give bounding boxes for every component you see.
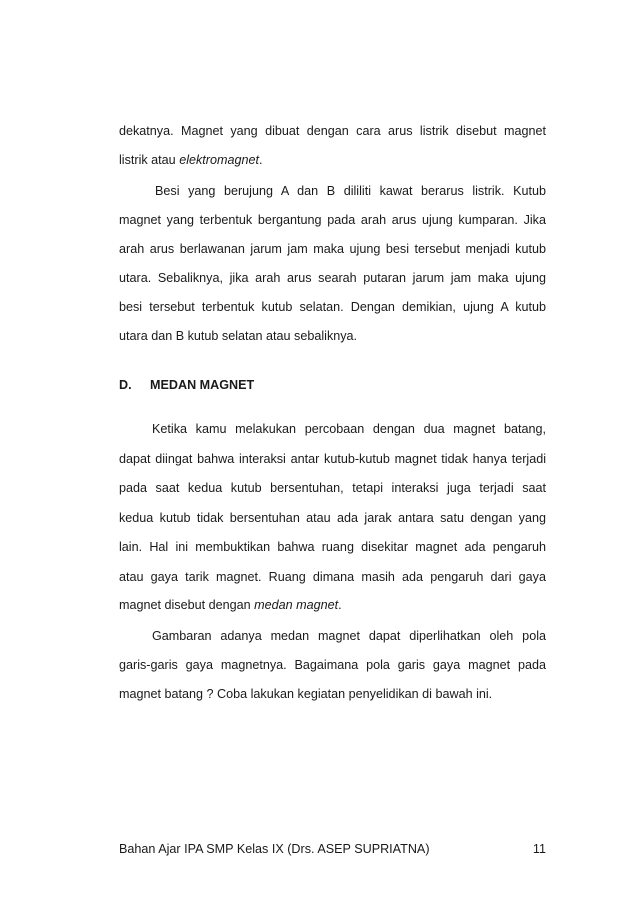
text-run: magnet disebut dengan xyxy=(119,598,255,612)
paragraph-3-line-3: pada saat kedua kutub bersentuhan, tetapi interaksi juga terjadi saat xyxy=(119,481,546,495)
paragraph-3-line-6: atau gaya tarik magnet. Ruang dimana masih ada pengaruh dari gaya xyxy=(119,570,546,584)
text-run: listrik atau xyxy=(119,153,180,167)
paragraph-2-line-6: utara dan B kutub selatan atau sebaliknya. xyxy=(119,329,358,343)
paragraph-4-line-2: garis-garis gaya magnetnya. Bagaimana pola garis gaya magnet pada xyxy=(119,658,546,672)
paragraph-3-line-5: lain. Hal ini membuktikan bahwa ruang disekitar magnet ada pengaruh xyxy=(119,540,546,554)
section-heading xyxy=(119,378,254,392)
paragraph-3-line-7 xyxy=(119,597,546,613)
paragraph-4-line-3: magnet batang ? Coba lakukan kegiatan penyelidikan di bawah ini. xyxy=(119,687,493,701)
paragraph-2-line-2: magnet yang terbentuk bergantung pada arah arus ujung kumparan. Jika xyxy=(119,213,546,227)
section-letter: D. xyxy=(119,378,132,392)
paragraph-2-line-4: utara. Sebaliknya, jika arah arus searah putaran jarum jam maka ujung xyxy=(119,271,546,285)
footer-text: Bahan Ajar IPA SMP Kelas IX (Drs. ASEP SUPRIATNA) xyxy=(119,842,430,856)
paragraph-1-line-1: dekatnya. Magnet yang dibuat dengan cara arus listrik disebut magnet xyxy=(119,124,546,138)
paragraph-2-line-5: besi tersebut terbentuk kutub selatan. Dengan demikian, ujung A kutub xyxy=(119,300,546,314)
paragraph-2-line-1: Besi yang berujung A dan B dililiti kawat berarus listrik. Kutub xyxy=(155,184,546,198)
paragraph-3-line-4: kedua kutub tidak bersentuhan atau ada jarak antara satu dengan yang xyxy=(119,511,546,525)
paragraph-4-line-1: Gambaran adanya medan magnet dapat diperlihatkan oleh pola xyxy=(152,629,546,643)
section-title: MEDAN MAGNET xyxy=(150,378,255,392)
paragraph-2-line-3: arah arus berlawanan jarum jam maka ujung besi tersebut menjadi kutub xyxy=(119,242,546,256)
text-run: . xyxy=(338,598,342,612)
term-elektromagnet: elektromagnet xyxy=(179,153,260,167)
text-run: . xyxy=(259,153,263,167)
page-footer xyxy=(119,842,546,856)
paragraph-3-line-1: Ketika kamu melakukan percobaan dengan dua magnet batang, xyxy=(152,422,546,436)
term-medan-magnet: medan magnet xyxy=(254,598,339,612)
paragraph-3-line-2: dapat diingat bahwa interaksi antar kutub-kutub magnet tidak hanya terjadi xyxy=(119,452,546,466)
paragraph-1-line-2 xyxy=(119,152,546,168)
page-number: 11 xyxy=(532,842,546,856)
